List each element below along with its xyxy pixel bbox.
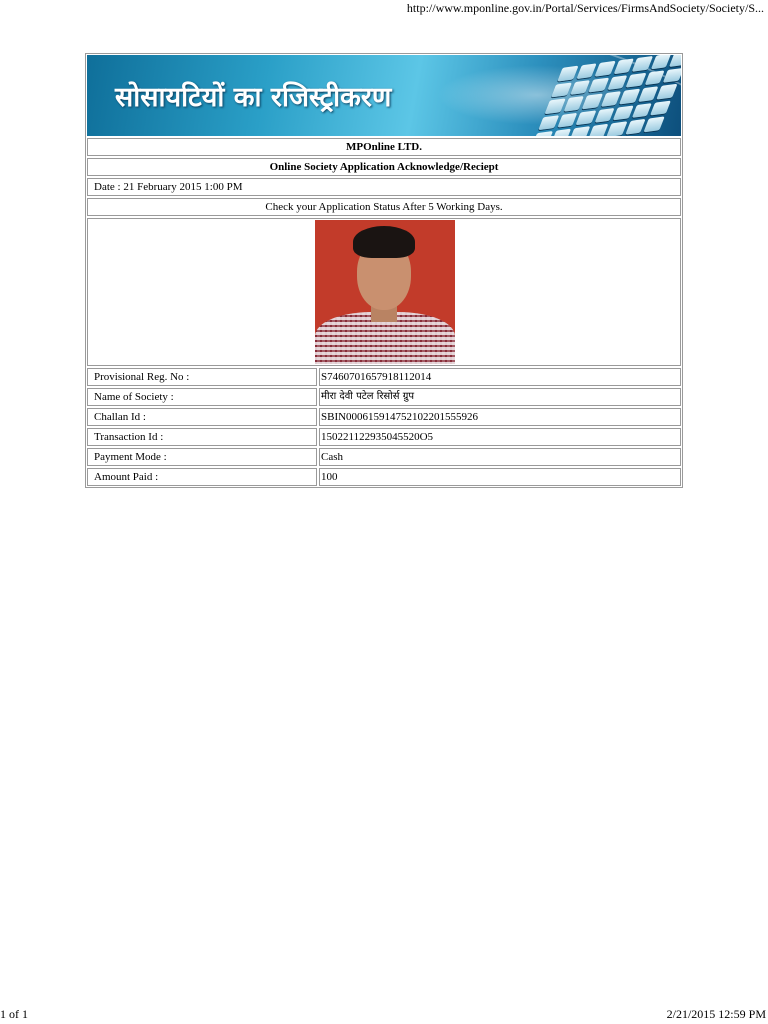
org-name: MPOnline LTD. [87,138,681,156]
field-row-transaction-id [87,428,681,446]
print-header-url: http://www.mponline.gov.in/Portal/Services/FirmsAndSociety/Society/S... [406,1,764,15]
receipt-date: Date : 21 February 2015 1:00 PM [87,178,681,196]
field-label: Challan Id : [87,408,317,426]
field-label: Name of Society : [87,388,317,406]
field-row-challan-id [87,408,681,426]
field-label: Provisional Reg. No : [87,368,317,386]
field-row-payment-mode [87,448,681,466]
photo-row [87,218,681,366]
field-row-reg-no [87,368,681,386]
banner-image [87,55,681,136]
applicant-photo [315,220,455,364]
field-row-amount-paid [87,468,681,486]
field-label: Transaction Id : [87,428,317,446]
field-label: Amount Paid : [87,468,317,486]
field-value: 100 [319,468,681,486]
print-page-count: 1 of 1 [0,1007,28,1021]
print-timestamp: 2/21/2015 12:59 PM [666,1007,766,1021]
field-value: Cash [319,448,681,466]
field-label: Payment Mode : [87,448,317,466]
field-value: 150221122935045520O5 [319,428,681,446]
field-row-society-name [87,388,681,406]
receipt-table [85,53,683,488]
banner-title: सोसायटियों का रजिस्ट्रीकरण [115,82,392,113]
field-value: S7460701657918112014 [319,368,681,386]
status-notice: Check your Application Status After 5 Working Days. [87,198,681,216]
field-value: मीरा देवी पटेल रिसोर्स ग्रुप [319,388,681,406]
receipt-heading: Online Society Application Acknowledge/Reciept [87,158,681,176]
field-value: SBIN000615914752102201555926 [319,408,681,426]
